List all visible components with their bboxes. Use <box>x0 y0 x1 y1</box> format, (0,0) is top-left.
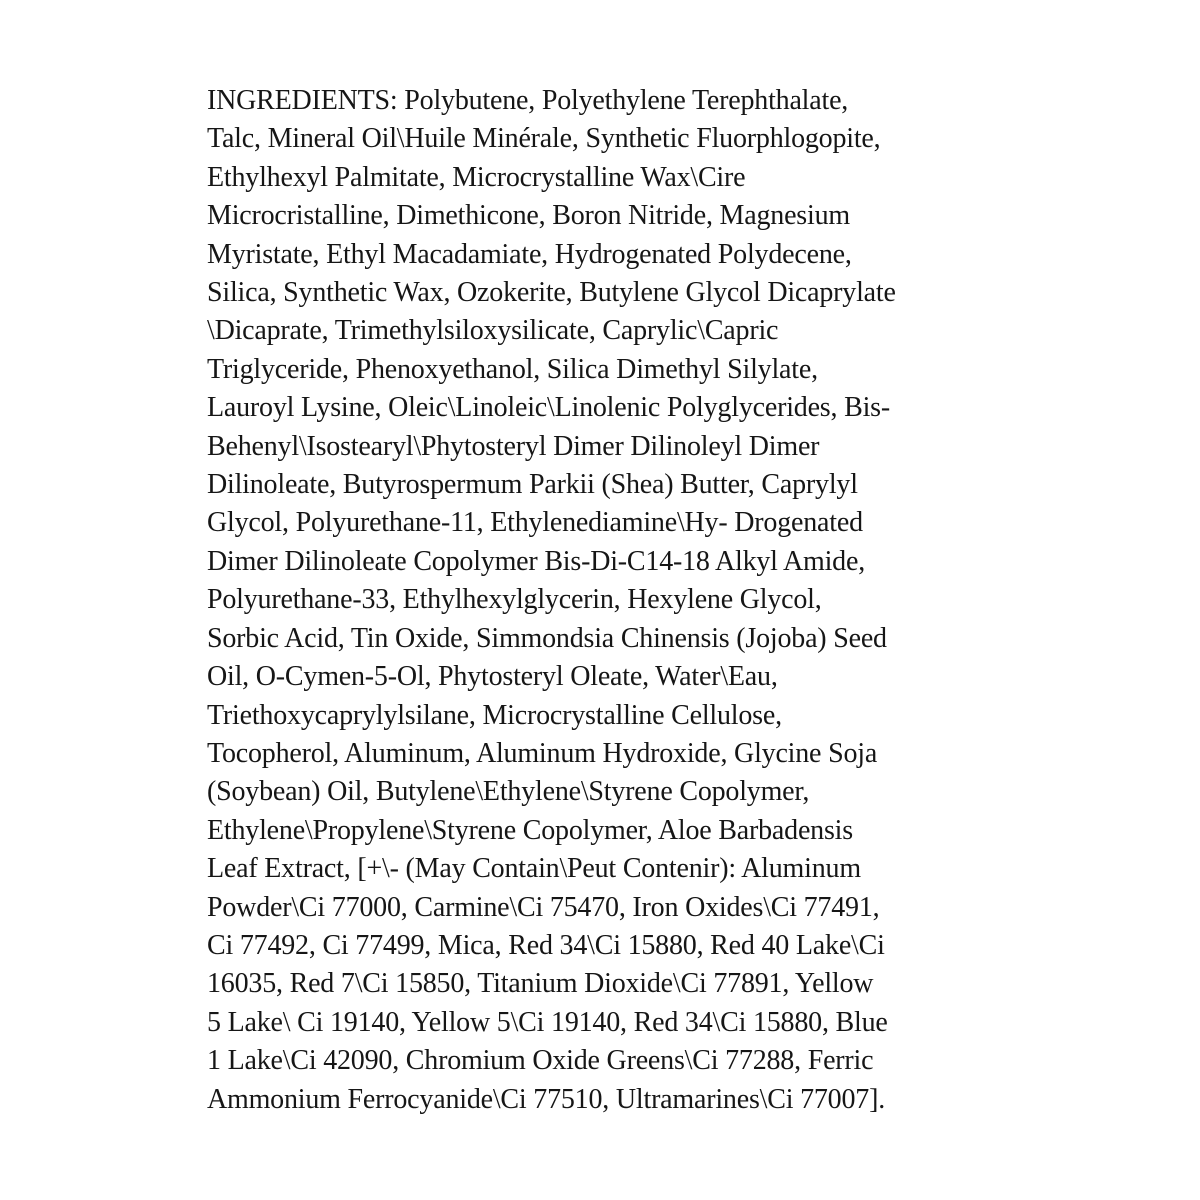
ingredients-line: Ci 77492, Ci 77499, Mica, Red 34\Ci 15880, Red 40 Lake\Ci <box>207 929 885 961</box>
ingredients-line: Polyurethane-33, Ethylhexylglycerin, Hexylene Glycol, <box>207 584 822 616</box>
ingredients-line: Triglyceride, Phenoxyethanol, Silica Dimethyl Silylate, <box>207 353 818 385</box>
ingredients-line: Silica, Synthetic Wax, Ozokerite, Butylene Glycol Dicaprylate <box>207 277 896 309</box>
ingredients-line: Ethylene\Propylene\Styrene Copolymer, Aloe Barbadensis <box>207 814 853 846</box>
ingredients-line: Ethylhexyl Palmitate, Microcrystalline Wax\Cire <box>207 161 746 193</box>
ingredients-line: Myristate, Ethyl Macadamiate, Hydrogenated Polydecene, <box>207 238 852 270</box>
ingredients-line: Microcristalline, Dimethicone, Boron Nitride, Magnesium <box>207 200 850 232</box>
ingredients-line: Dimer Dilinoleate Copolymer Bis-Di-C14-18 Alkyl Amide, <box>207 545 866 577</box>
ingredients-line: Triethoxycaprylylsilane, Microcrystalline Cellulose, <box>207 699 782 731</box>
ingredients-line: INGREDIENTS: Polybutene, Polyethylene Terephthalate, <box>207 85 849 116</box>
ingredients-line: (Soybean) Oil, Butylene\Ethylene\Styrene Copolymer, <box>207 776 810 808</box>
ingredients-line: Ammonium Ferrocyanide\Ci 77510, Ultramarines\Ci 77007]. <box>207 1083 886 1115</box>
ingredients-line: Behenyl\Isostearyl\Phytosteryl Dimer Dilinoleyl Dimer <box>207 430 820 462</box>
ingredients-line: Lauroyl Lysine, Oleic\Linoleic\Linolenic Polyglycerides, Bis- <box>207 392 890 424</box>
ingredients-line: Dilinoleate, Butyrospermum Parkii (Shea) Butter, Caprylyl <box>207 469 858 501</box>
ingredients-line: \Dicaprate, Trimethylsiloxysilicate, Caprylic\Capric <box>207 315 779 347</box>
ingredients-line: Leaf Extract, [+\- (May Contain\Peut Contenir): Aluminum <box>207 853 861 885</box>
ingredients-line: Talc, Mineral Oil\Huile Minérale, Synthetic Fluorphlogopite, <box>207 123 881 155</box>
ingredients-line: Glycol, Polyurethane-11, Ethylenediamine\Hy- Drogenated <box>207 507 863 539</box>
ingredients-line: 5 Lake\ Ci 19140, Yellow 5\Ci 19140, Red 34\Ci 15880, Blue <box>207 1006 888 1038</box>
ingredients-line: Tocopherol, Aluminum, Aluminum Hydroxide, Glycine Soja <box>207 737 878 769</box>
ingredients-line: Powder\Ci 77000, Carmine\Ci 75470, Iron Oxides\Ci 77491, <box>207 891 880 923</box>
ingredients-line: Oil, O-Cymen-5-Ol, Phytosteryl Oleate, Water\Eau, <box>207 661 778 693</box>
ingredients-text-block <box>207 82 1037 1119</box>
ingredients-line: 16035, Red 7\Ci 15850, Titanium Dioxide\Ci 77891, Yellow <box>207 968 874 1000</box>
ingredients-line: Sorbic Acid, Tin Oxide, Simmondsia Chinensis (Jojoba) Seed <box>207 622 887 654</box>
ingredients-line: 1 Lake\Ci 42090, Chromium Oxide Greens\Ci 77288, Ferric <box>207 1045 874 1077</box>
